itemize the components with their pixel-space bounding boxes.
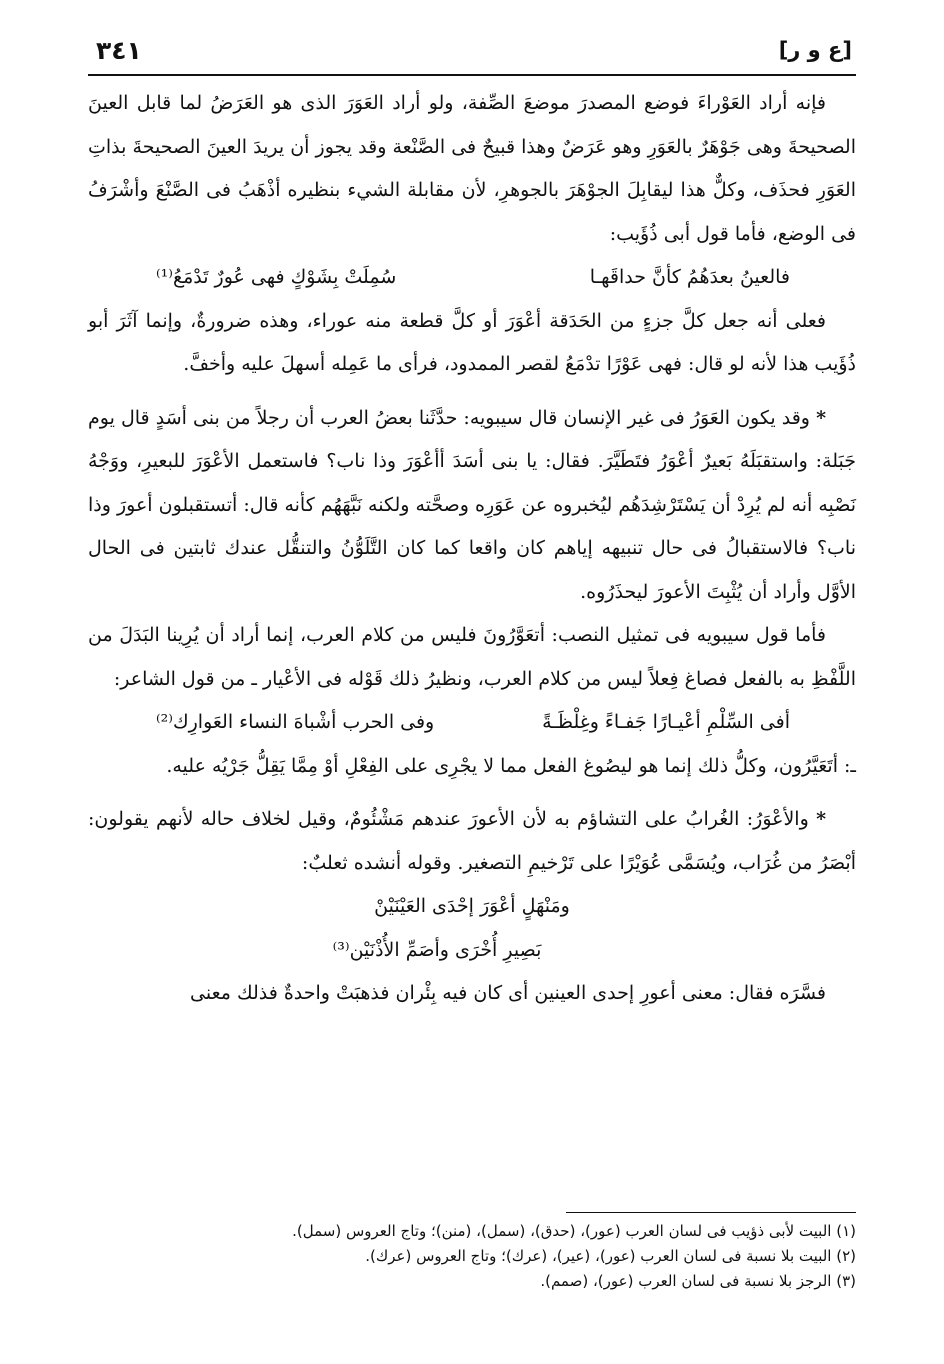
footnote-3: (٣) الرجز بلا نسبة فى لسان العرب (عور)، (صمم). bbox=[540, 1272, 856, 1290]
footnotes bbox=[88, 1212, 856, 1294]
verse-1-first-hemistich: فالعينُ بعدَهُمُ كأنَّ حداقَهـا bbox=[589, 266, 790, 288]
paragraph-1: فإنه أراد العَوْراءَ فوضع المصدرَ موضعَ الصِّفة، ولو أراد العَوَرَ الذى هو العَرَضُ لما قابل العينَ الصحيحةَ وهى جَوْهَرٌ بالعَوَرِ وهو عَرَضٌ وهذا قبيحٌ فى الصَّنْعة وقد يجوز أن يريدَ العينَ الصحيحةَ بذاتِ العَوَرِ فحذَف، وكلٌّ هذا ليقابِلَ الجوْهَرَ بالجوهرِ، لأن مقابلة الشيء بنظيره أذْهَبُ فى الصَّنْعَ وأشْرَفُ فى الوضع، فأما قول أبى ذُؤَيب: bbox=[88, 92, 856, 245]
paragraph-2: فعلى أنه جعل كلَّ جزءٍ من الحَدَقة أعْوَرَ أو كلَّ قطعة منه عوراء، وهذه ضرورةٌ، وإنما آثَرَ أبو ذُؤَيب هذا لأنه لو قال: فهى عَوْرًا تدْمَعُ لقصر الممدود، فرأى ما عَمِله أسهلَ عليه وأخفَّ. bbox=[88, 309, 856, 375]
page-header bbox=[88, 34, 856, 76]
footnote-2: (٢) البيت بلا نسبة فى لسان العرب (عور)، (عير)، (عرك)؛ وتاج العروس (عرك). bbox=[365, 1247, 856, 1265]
verse-2-first-hemistich: أفى السِّلْمِ أعْيـارًا جَفـاءً وغِلْظَـةً bbox=[542, 711, 790, 733]
entry-star-marker-2: * bbox=[816, 808, 826, 830]
page-number: ٣٤١ bbox=[96, 36, 142, 65]
footnote-rule bbox=[566, 1212, 856, 1213]
verse-2 bbox=[88, 701, 856, 745]
footnote-1: (١) البيت لأبى ذؤيب فى لسان العرب (عور)، (حدق)، (سمل)، (منن)؛ وتاج العروس (سمل). bbox=[292, 1222, 856, 1240]
paragraph-6 bbox=[88, 798, 856, 885]
paragraph-3-text: وقد يكون العَوَرُ فى غير الإنسان قال سيبويه: حدَّثَنا بعضُ العرب أن رجلاً من بنى أسَدٍ قال يوم جَبَلة: واستقبَلَهُ بَعيرٌ أعْوَرُ فتَطَيَّرَ. فقال: يا بنى أسَدَ أأعْوَرَ وذا ناب؟ فاستعمل الأعْوَرَ للبعيرِ، ووَجْهُ نَصْبِه أنه لم يُرِدْ أن يَسْتَرْشِدَهُم ليُخبروه عن عَوَرِه وصحَّته ولكنه نَبَّهَهُم كأنه قال: أتستقبلون أعورَ وذا ناب؟ فالاستقبالُ فى حال تنبيهه إياهم كان واقعا كما كان التَّلَوُّنُ والتنقُّل عندك ثابتين فى الحال الأوَّل وأراد أن يُثْبِتَ الأعورَ ليحذَرُوه. bbox=[88, 406, 856, 603]
entry-star-marker: * bbox=[816, 406, 826, 429]
rajaz-line-2 bbox=[88, 929, 856, 973]
paragraph-5: ـ: أتَعَيَّرُون، وكلُّ ذلك إنما هو ليصُوغ الفعل مما لا يجْرِى على الفِعْلِ أوْ مِمَّا يَقِلُّ جَرْيُه عليه. bbox=[166, 754, 856, 777]
verse-1-second-hemistich: سُمِلَتْ بِشَوْكٍ فهى عُورٌ تَدْمَعُ⁽¹⁾ bbox=[156, 266, 397, 288]
paragraph-6-text: والأعْوَرُ: الغُرابُ على التشاؤم به لأن الأعورَ عندهم مَشْئُومٌ، وقيل لخلاف حاله لأنهم يقولون: أبْصَرُ من غُرَاب، ويُسَمَّى عُوَيْرًا على تَرْخيمِ التصغير. وقوله أنشده ثعلبٌ: bbox=[88, 808, 856, 874]
paragraph-4: فأما قول سيبويه فى تمثيل النصب: أتعَوَّرُونَ فليس من كلام العرب، إنما أراد أن يُرِينا البَدَلَ من اللَّفْظِ به بالفعل فصاغ فِعلاً ليس من كلام العرب، ونظيرُ ذلك قَوْله فى الأعْيار ـ من قول الشاعر: bbox=[88, 624, 856, 690]
verse-2-second-hemistich: وفى الحرب أشْباهَ النساء العَوارِك⁽²⁾ bbox=[156, 711, 435, 733]
verse-1 bbox=[88, 256, 856, 300]
paragraph-3 bbox=[88, 397, 856, 615]
rajaz-line-2-text: بَصِيرِ أُخْرَى وأصَمِّ الأُذْنَيْن⁽³⁾ bbox=[332, 938, 542, 961]
main-text bbox=[88, 82, 856, 1016]
paragraph-7: فسَّرَه فقال: معنى أعورِ إحدى العينين أى كان فيه بِئْران فذهبَتْ واحدةٌ فذلك معنى bbox=[190, 982, 826, 1004]
rajaz-line-1: ومَنْهَلٍ أعْوَرَ إحْدَى العَيْنَيْنْ bbox=[374, 895, 570, 917]
root-label: [ع و ر] bbox=[778, 38, 852, 62]
